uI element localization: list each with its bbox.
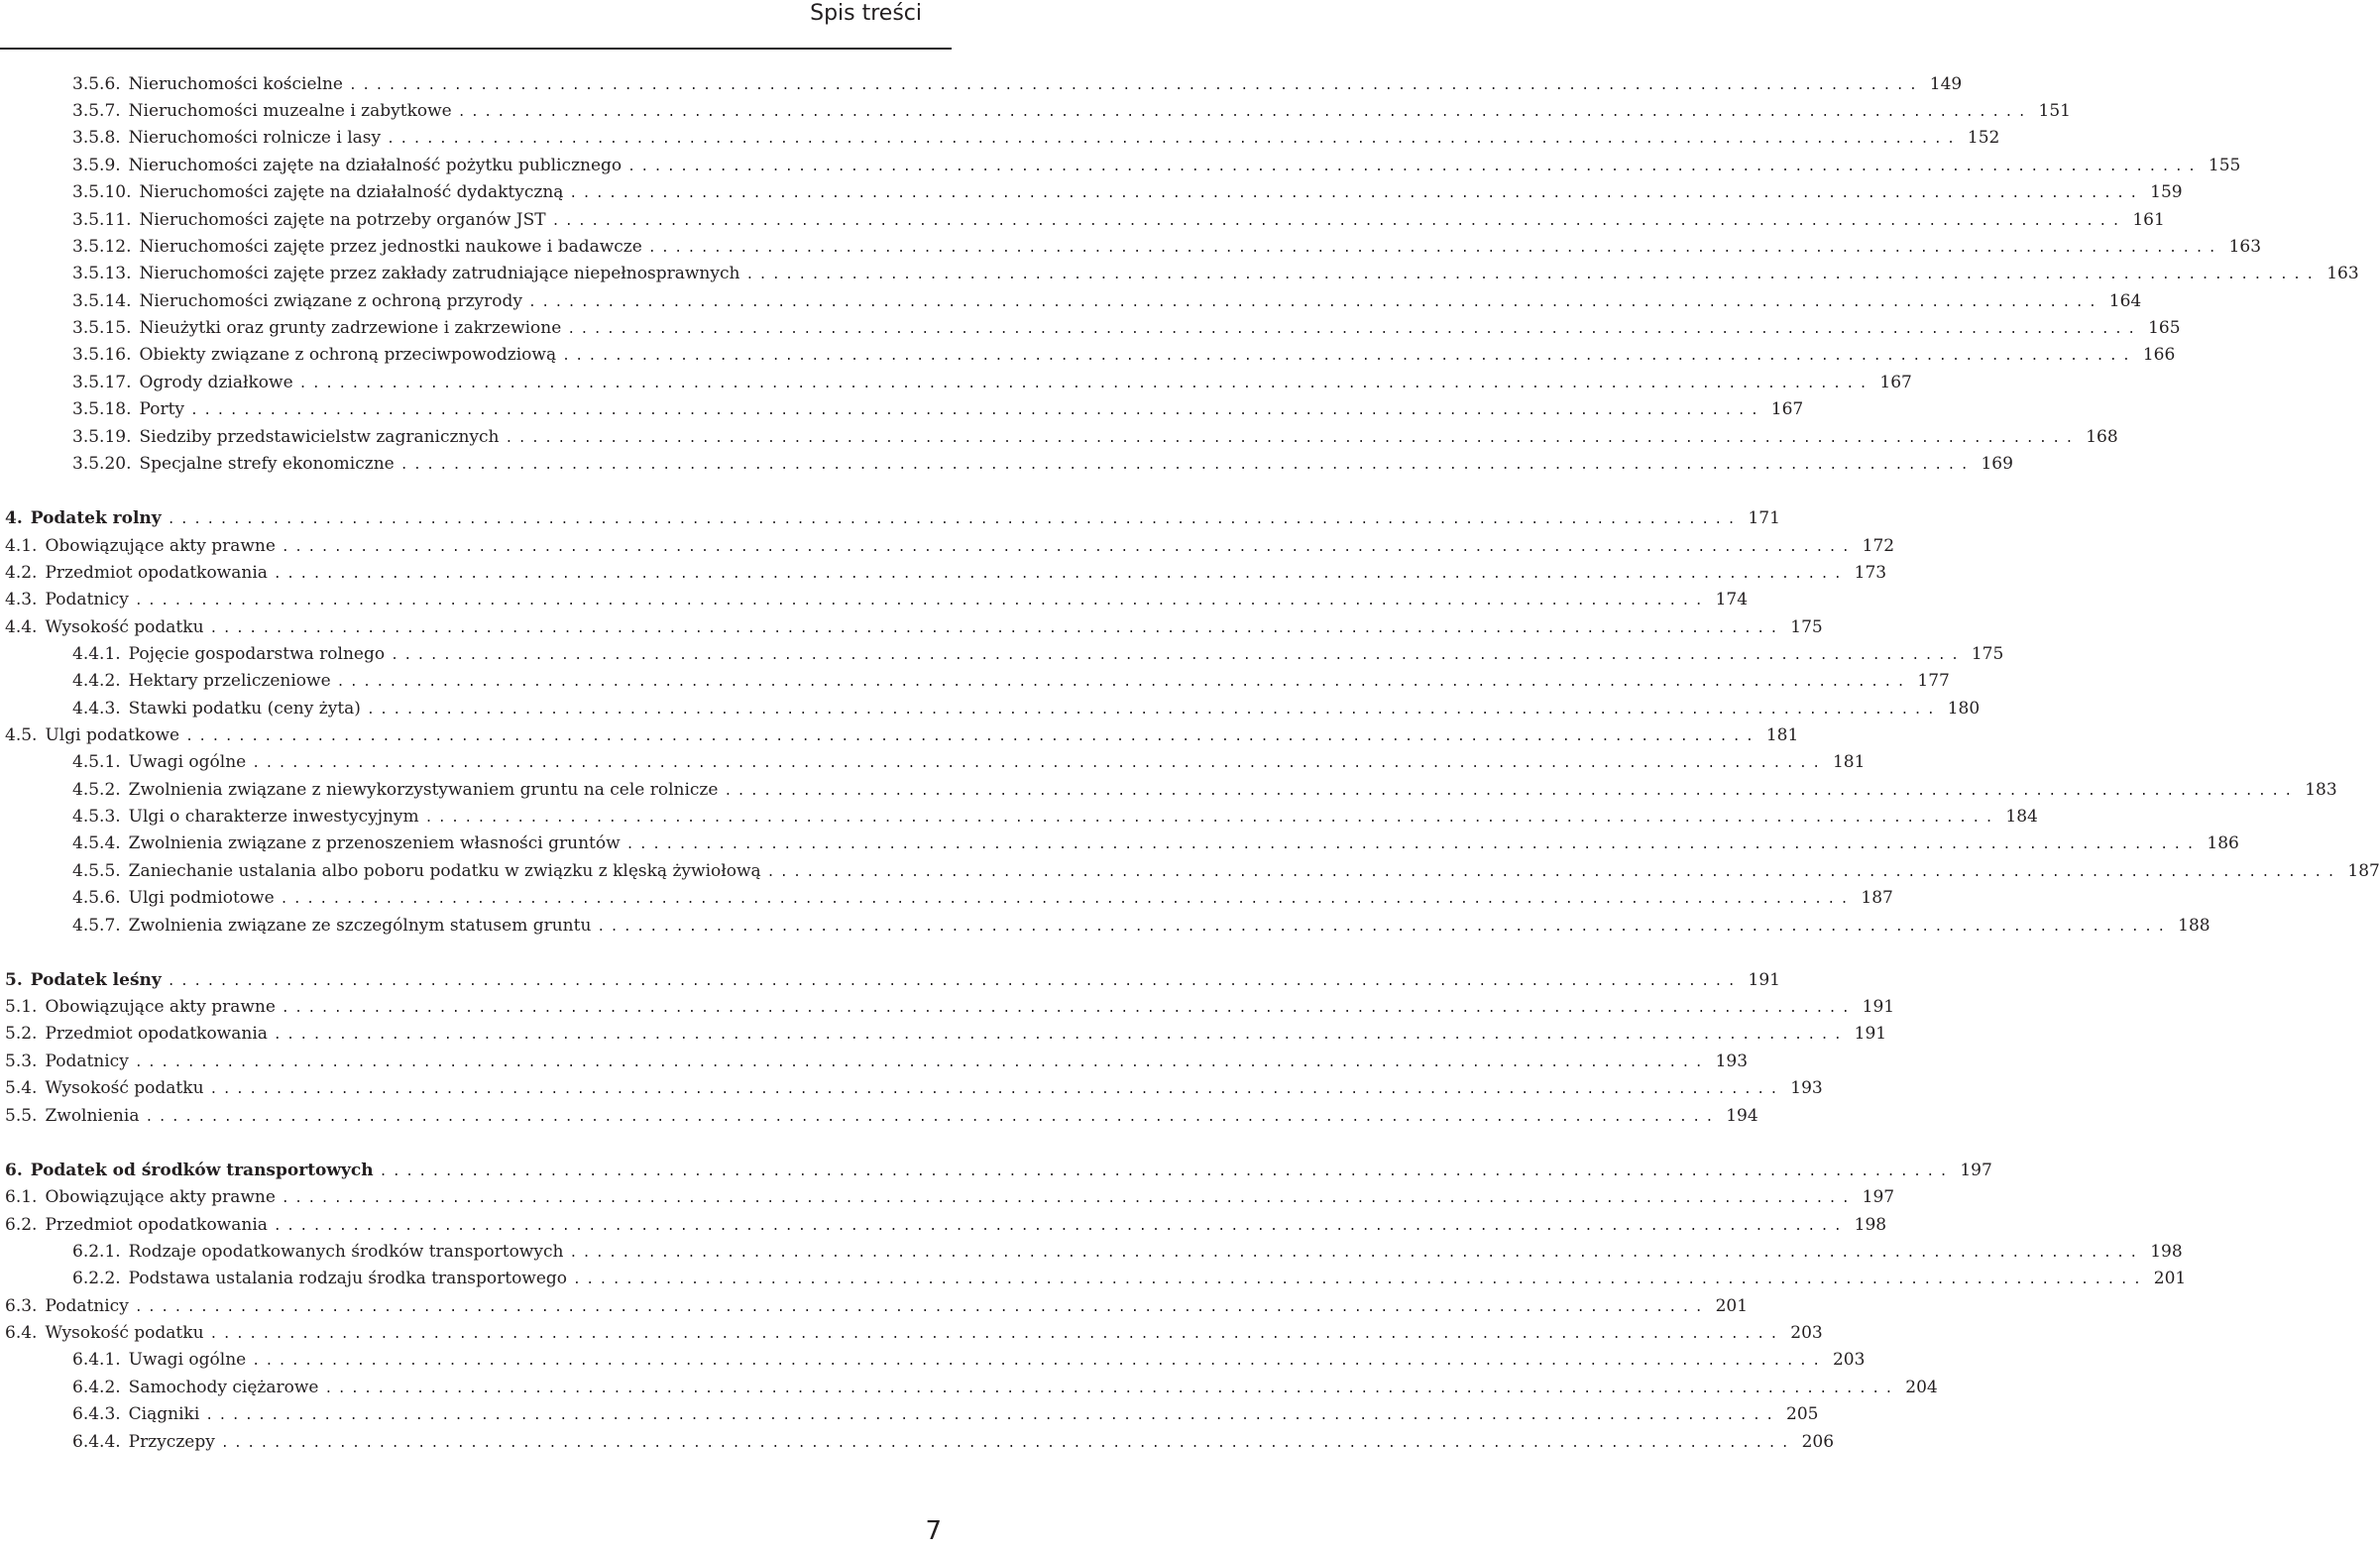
toc-chapter-entry[interactable] xyxy=(5,969,1780,993)
dot-leader: ........................................................................................................................ xyxy=(528,295,2102,310)
toc-entry-title: Nieruchomości muzealne i zabytkowe xyxy=(128,101,452,121)
toc-entry-page: 167 xyxy=(1770,399,1804,419)
dot-leader: ........................................................................................................................ xyxy=(205,1408,1779,1423)
toc-entry-number: 6.4.2. xyxy=(72,1378,121,1397)
dot-leader: ........................................................................................................................ xyxy=(190,403,1764,418)
toc-entry-page: 183 xyxy=(2305,780,2337,800)
dot-leader: ........................................................................................................................ xyxy=(724,784,2298,799)
toc-entry[interactable] xyxy=(72,1431,1835,1455)
toc-chapter-entry[interactable] xyxy=(5,1160,1992,1183)
toc-entry-page: 203 xyxy=(1790,1323,1823,1343)
toc-entry-title: Nieużytki oraz grunty zadrzewione i zakrzewione xyxy=(139,318,562,338)
toc-entry-number: 3.5.13. xyxy=(72,264,132,283)
toc-entry-page: 198 xyxy=(1854,1215,1887,1235)
toc-entry-number: 4.1. xyxy=(5,536,38,556)
toc-entry[interactable] xyxy=(72,751,1866,775)
toc-entry[interactable] xyxy=(72,806,2038,830)
toc-entry-title: Nieruchomości zajęte na potrzeby organów JST xyxy=(139,210,546,230)
toc-entry[interactable] xyxy=(72,127,2000,151)
dot-leader: ........................................................................................................................ xyxy=(567,322,2141,337)
toc-entry-page: 197 xyxy=(1960,1161,1992,1180)
toc-entry[interactable] xyxy=(72,372,1912,395)
toc-entry-title: Przyczepy xyxy=(128,1432,215,1452)
toc-entry-number: 6.4.1. xyxy=(72,1350,121,1370)
toc-entry-number: 3.5.6. xyxy=(72,74,121,94)
dot-leader: ........................................................................................................................ xyxy=(324,1382,1898,1396)
toc-entry-number: 4.4.2. xyxy=(72,671,121,691)
toc-entry-page: 187 xyxy=(1861,888,1893,908)
toc-entry-page: 155 xyxy=(2208,156,2241,175)
dot-leader: ........................................................................................................................ xyxy=(336,675,1910,690)
toc-entry-page: 191 xyxy=(1862,997,1895,1017)
toc-entry-title: Wysokość podatku xyxy=(45,1323,204,1343)
dot-leader: ........................................................................................................................ xyxy=(280,892,1854,907)
toc-entry-number: 5.2. xyxy=(5,1024,38,1044)
dot-leader: ........................................................................................................................ xyxy=(273,1219,1848,1234)
dot-leader: ........................................................................................................................ xyxy=(134,594,1709,609)
dot-leader: ........................................................................................................................ xyxy=(379,1164,1953,1179)
toc-entry-number: 4.5.5. xyxy=(72,861,121,881)
toc-entry-number: 3.5.7. xyxy=(72,101,121,121)
toc-entry[interactable] xyxy=(5,1051,1749,1074)
toc-entry[interactable] xyxy=(5,1105,1758,1129)
toc-entry-number: 5.1. xyxy=(5,997,38,1017)
dot-leader: ........................................................................................................................ xyxy=(597,920,2171,935)
toc-entry-page: 164 xyxy=(2108,291,2142,311)
toc-entry-number: 3.5.11. xyxy=(72,210,132,230)
toc-entry[interactable] xyxy=(5,1023,1887,1047)
toc-entry-title: Podatek leśny xyxy=(30,970,162,990)
toc-entry-title: Nieruchomości kościelne xyxy=(128,74,343,94)
dot-leader: ........................................................................................................................ xyxy=(627,160,2202,174)
toc-entry-number: 5.4. xyxy=(5,1078,38,1098)
toc-entry-page: 193 xyxy=(1790,1078,1823,1098)
toc-entry[interactable] xyxy=(5,1322,1823,1346)
toc-entry-number: 3.5.12. xyxy=(72,237,132,257)
toc-entry-number: 6.2.1. xyxy=(72,1242,121,1262)
dot-leader: ........................................................................................................................ xyxy=(134,1300,1709,1315)
toc-entry-page: 165 xyxy=(2148,318,2181,338)
dot-leader: ........................................................................................................................ xyxy=(424,811,1998,826)
toc-entry-number: 4. xyxy=(5,508,23,528)
toc-entry-number: 6.2.2. xyxy=(72,1269,121,1288)
toc-entry-title: Specjalne strefy ekonomiczne xyxy=(139,454,395,474)
toc-entry-page: 187 xyxy=(2347,861,2380,881)
toc-entry-title: Przedmiot opodatkowania xyxy=(45,1215,268,1235)
toc-entry[interactable] xyxy=(72,832,2239,856)
dot-leader: ........................................................................................................................ xyxy=(281,1001,1856,1016)
toc-entry-page: 181 xyxy=(1832,752,1866,772)
toc-entry-title: Wysokość podatku xyxy=(45,617,204,637)
dot-leader: ........................................................................................................................ xyxy=(647,241,2222,256)
toc-entry-title: Pojęcie gospodarstwa rolnego xyxy=(128,644,386,664)
toc-entry-number: 3.5.16. xyxy=(72,345,132,365)
toc-entry-number: 4.5.2. xyxy=(72,780,121,800)
toc-entry-number: 4.3. xyxy=(5,590,38,609)
toc-entry-number: 6.3. xyxy=(5,1296,38,1316)
toc-entry-title: Porty xyxy=(139,399,185,419)
dot-leader: ........................................................................................................................ xyxy=(209,1327,1783,1342)
toc-entry-title: Wysokość podatku xyxy=(45,1078,204,1098)
toc-entry-number: 3.5.10. xyxy=(72,182,132,202)
toc-entry-title: Obowiązujące akty prawne xyxy=(45,1187,276,1207)
toc-entry-page: 186 xyxy=(2207,833,2239,853)
dot-leader: ........................................................................................................................ xyxy=(625,837,2200,852)
toc-entry[interactable] xyxy=(5,1214,1887,1238)
toc-entry-page: 152 xyxy=(1967,128,2000,148)
toc-entry-number: 4.2. xyxy=(5,563,38,583)
toc-entry-number: 5. xyxy=(5,970,23,990)
toc-entry[interactable] xyxy=(72,317,2181,341)
toc-entry-page: 159 xyxy=(2150,182,2183,202)
toc-entry-number: 4.5.4. xyxy=(72,833,121,853)
toc-entry-title: Nieruchomości zajęte na działalność dydaktyczną xyxy=(139,182,564,202)
toc-entry[interactable] xyxy=(72,453,2013,477)
toc-entry-title: Nieruchomości związane z ochroną przyrody xyxy=(139,291,522,311)
toc-entry-page: 175 xyxy=(1790,617,1823,637)
toc-entry-number: 3.5.9. xyxy=(72,156,121,175)
dot-leader: ........................................................................................................................ xyxy=(391,648,1965,663)
toc-entry-title: Podatek rolny xyxy=(30,508,162,528)
toc-entry-number: 4.5. xyxy=(5,725,38,745)
toc-entry-page: 166 xyxy=(2142,345,2176,365)
toc-entry[interactable] xyxy=(5,1186,1895,1210)
toc-entry-page: 172 xyxy=(1862,536,1895,556)
toc-entry[interactable] xyxy=(5,616,1823,640)
toc-entry-title: Podatek od środków transportowych xyxy=(30,1161,374,1180)
toc-entry-page: 149 xyxy=(1929,74,1963,94)
toc-entry-page: 206 xyxy=(1801,1432,1835,1452)
toc-entry-page: 174 xyxy=(1715,590,1749,609)
dot-leader: ........................................................................................................................ xyxy=(551,214,2125,229)
toc-entry-title: Podstawa ustalania rodzaju środka transportowego xyxy=(128,1269,568,1288)
toc-entry[interactable] xyxy=(72,860,2380,884)
dot-leader: ........................................................................................................................ xyxy=(745,268,2320,282)
dot-leader: ........................................................................................................................ xyxy=(366,703,1941,718)
toc-entry-number: 6. xyxy=(5,1161,23,1180)
toc-entry[interactable] xyxy=(72,344,2176,368)
dot-leader: ........................................................................................................................ xyxy=(185,729,1759,744)
dot-leader: ........................................................................................................................ xyxy=(273,567,1848,582)
toc-entry-title: Uwagi ogólne xyxy=(128,752,247,772)
dot-leader: ........................................................................................................................ xyxy=(167,512,1741,527)
toc-entry-number: 6.2. xyxy=(5,1215,38,1235)
toc-entry-page: 180 xyxy=(1947,699,1981,719)
toc-entry-title: Przedmiot opodatkowania xyxy=(45,1024,268,1044)
page-number: 7 xyxy=(925,1516,942,1546)
toc-entry-number: 4.4.1. xyxy=(72,644,121,664)
toc-entry-number: 3.5.14. xyxy=(72,291,132,311)
toc-entry[interactable] xyxy=(72,698,1981,721)
toc-entry-page: 191 xyxy=(1748,970,1780,990)
toc-entry-number: 3.5.15. xyxy=(72,318,132,338)
toc-entry-title: Samochody ciężarowe xyxy=(128,1378,319,1397)
toc-entry[interactable] xyxy=(72,426,2118,450)
toc-entry-page: 203 xyxy=(1832,1350,1866,1370)
toc-entry-title: Zwolnienia xyxy=(45,1106,140,1126)
toc-entry-number: 5.5. xyxy=(5,1106,38,1126)
toc-entry-number: 6.4.4. xyxy=(72,1432,121,1452)
toc-entry-number: 3.5.19. xyxy=(72,427,132,447)
toc-entry-number: 3.5.20. xyxy=(72,454,132,474)
toc-entry-title: Ulgi o charakterze inwestycyjnym xyxy=(128,807,419,827)
toc-entry-title: Ulgi podatkowe xyxy=(45,725,180,745)
toc-entry-title: Podatnicy xyxy=(45,1296,129,1316)
toc-entry[interactable] xyxy=(72,155,2241,178)
toc-entry-title: Zaniechanie ustalania albo poboru podatku w związku z klęską żywiołową xyxy=(128,861,761,881)
toc-entry[interactable] xyxy=(72,1403,1819,1427)
toc-entry[interactable] xyxy=(72,100,2071,124)
toc-entry-number: 3.5.17. xyxy=(72,373,132,392)
dot-leader: ........................................................................................................................ xyxy=(457,105,2031,120)
toc-entry[interactable] xyxy=(72,887,1893,911)
toc-entry[interactable] xyxy=(5,724,1799,748)
dot-leader: ........................................................................................................................ xyxy=(281,1191,1856,1206)
dot-leader: ........................................................................................................................ xyxy=(569,186,2143,201)
toc-entry-title: Uwagi ogólne xyxy=(128,1350,247,1370)
toc-entry[interactable] xyxy=(72,73,1963,97)
toc-entry-page: 171 xyxy=(1748,508,1780,528)
toc-entry-title: Zwolnienia związane z niewykorzystywaniem gruntu na cele rolnicze xyxy=(128,780,719,800)
toc-entry-title: Zwolnienia związane ze szczególnym statusem gruntu xyxy=(128,916,592,936)
toc-entry-page: 194 xyxy=(1726,1106,1758,1126)
toc-entry-title: Ciągniki xyxy=(128,1404,200,1424)
toc-entry[interactable] xyxy=(72,398,1804,422)
toc-entry-page: 163 xyxy=(2228,237,2262,257)
toc-entry[interactable] xyxy=(72,643,2004,667)
toc-entry-title: Podatnicy xyxy=(45,1052,129,1071)
toc-entry-title: Siedziby przedstawicielstw zagranicznych xyxy=(139,427,500,447)
toc-entry[interactable] xyxy=(5,562,1887,586)
dot-leader: ........................................................................................................................ xyxy=(220,1436,1795,1451)
dot-leader: ........................................................................................................................ xyxy=(298,377,1872,391)
dot-leader: ........................................................................................................................ xyxy=(134,1055,1709,1070)
toc-entry-page: 191 xyxy=(1854,1024,1887,1044)
toc-entry[interactable] xyxy=(5,996,1895,1020)
toc-entry-page: 151 xyxy=(2038,101,2071,121)
toc-entry-page: 181 xyxy=(1765,725,1799,745)
toc-entry-page: 173 xyxy=(1854,563,1887,583)
toc-entry-number: 3.5.18. xyxy=(72,399,132,419)
toc-entry-title: Obowiązujące akty prawne xyxy=(45,997,276,1017)
toc-entry-number: 4.4.3. xyxy=(72,699,121,719)
toc-entry[interactable] xyxy=(72,779,2337,803)
toc-entry-page: 184 xyxy=(2005,807,2038,827)
toc-entry[interactable] xyxy=(5,1077,1823,1101)
toc-entry[interactable] xyxy=(72,290,2142,314)
toc-entry-page: 169 xyxy=(1981,454,2013,474)
toc-entry-title: Ogrody działkowe xyxy=(139,373,293,392)
toc-entry-page: 167 xyxy=(1879,373,1912,392)
toc-entry-number: 3.5.8. xyxy=(72,128,121,148)
toc-entry-title: Nieruchomości rolnicze i lasy xyxy=(128,128,382,148)
toc-entry-page: 197 xyxy=(1862,1187,1895,1207)
dot-leader: ........................................................................................................................ xyxy=(505,431,2079,446)
toc-entry-page: 177 xyxy=(1917,671,1950,691)
toc-entry-number: 5.3. xyxy=(5,1052,38,1071)
toc-entry-title: Obiekty związane z ochroną przeciwpowodziową xyxy=(139,345,557,365)
toc-entry-title: Nieruchomości zajęte przez zakłady zatrudniające niepełnosprawnych xyxy=(139,264,740,283)
toc-entry[interactable] xyxy=(72,915,2210,939)
dot-leader: ........................................................................................................................ xyxy=(145,1110,1719,1125)
toc-entry[interactable] xyxy=(72,1377,1938,1400)
toc-entry-title: Ulgi podmiotowe xyxy=(128,888,275,908)
toc-entry[interactable] xyxy=(72,1241,2183,1265)
toc-chapter-entry[interactable] xyxy=(5,507,1780,531)
toc-entry-title: Stawki podatku (ceny żyta) xyxy=(128,699,361,719)
toc-entry[interactable] xyxy=(72,209,2165,233)
toc-entry-title: Podatnicy xyxy=(45,590,129,609)
toc-entry-number: 4.5.3. xyxy=(72,807,121,827)
toc-entry-page: 188 xyxy=(2178,916,2210,936)
toc-entry[interactable] xyxy=(72,670,1950,694)
toc-entry[interactable] xyxy=(72,236,2262,260)
toc-entry-title: Zwolnienia związane z przenoszeniem własności gruntów xyxy=(128,833,621,853)
toc-entry-page: 201 xyxy=(2153,1269,2187,1288)
toc-entry[interactable] xyxy=(72,1268,2187,1291)
toc-entry[interactable] xyxy=(72,263,2359,286)
toc-entry-title: Nieruchomości zajęte na działalność pożytku publicznego xyxy=(128,156,623,175)
toc-entry-page: 168 xyxy=(2086,427,2118,447)
dot-leader: ........................................................................................................................ xyxy=(209,621,1783,636)
dot-leader: ........................................................................................................................ xyxy=(399,458,1974,473)
toc-entry-page: 205 xyxy=(1786,1404,1819,1424)
dot-leader: ........................................................................................................................ xyxy=(562,349,2136,364)
toc-entry-page: 204 xyxy=(1905,1378,1938,1397)
page-header xyxy=(0,0,952,50)
dot-leader: ........................................................................................................................ xyxy=(569,1246,2143,1261)
toc-entry-number: 4.5.6. xyxy=(72,888,121,908)
toc-entry[interactable] xyxy=(72,181,2183,205)
toc-entry-number: 4.5.7. xyxy=(72,916,121,936)
toc-entry[interactable] xyxy=(5,1295,1749,1319)
toc-entry-number: 6.4. xyxy=(5,1323,38,1343)
dot-leader: ........................................................................................................................ xyxy=(349,78,1923,93)
dot-leader: ........................................................................................................................ xyxy=(273,1028,1848,1043)
toc-entry[interactable] xyxy=(5,589,1749,612)
dot-leader: ........................................................................................................................ xyxy=(252,1354,1826,1369)
toc-entry-page: 193 xyxy=(1715,1052,1749,1071)
toc-entry-title: Rodzaje opodatkowanych środków transportowych xyxy=(128,1242,564,1262)
toc-entry-title: Przedmiot opodatkowania xyxy=(45,563,268,583)
toc-entry-page: 201 xyxy=(1715,1296,1749,1316)
toc-entry-title: Nieruchomości zajęte przez jednostki naukowe i badawcze xyxy=(139,237,642,257)
dot-leader: ........................................................................................................................ xyxy=(167,974,1741,989)
toc-entry-number: 6.4.3. xyxy=(72,1404,121,1424)
toc-entry-number: 4.5.1. xyxy=(72,752,121,772)
dot-leader: ........................................................................................................................ xyxy=(209,1082,1783,1097)
toc-entry-page: 163 xyxy=(2326,264,2359,283)
toc-entry-page: 161 xyxy=(2132,210,2165,230)
toc-entry-title: Hektary przeliczeniowe xyxy=(128,671,331,691)
dot-leader: ........................................................................................................................ xyxy=(387,132,1961,147)
running-header-title: Spis treści xyxy=(810,1,922,26)
toc-entry[interactable] xyxy=(5,535,1895,559)
dot-leader: ........................................................................................................................ xyxy=(766,865,2340,880)
dot-leader: ........................................................................................................................ xyxy=(281,540,1856,555)
toc-entry-page: 175 xyxy=(1971,644,2004,664)
toc-entry-title: Obowiązujące akty prawne xyxy=(45,536,276,556)
toc-entry-page: 198 xyxy=(2150,1242,2183,1262)
toc-entry-number: 4.4. xyxy=(5,617,38,637)
toc-entry-number: 6.1. xyxy=(5,1187,38,1207)
dot-leader: ........................................................................................................................ xyxy=(252,756,1826,771)
dot-leader: ........................................................................................................................ xyxy=(573,1273,2147,1287)
toc-entry[interactable] xyxy=(72,1349,1866,1373)
